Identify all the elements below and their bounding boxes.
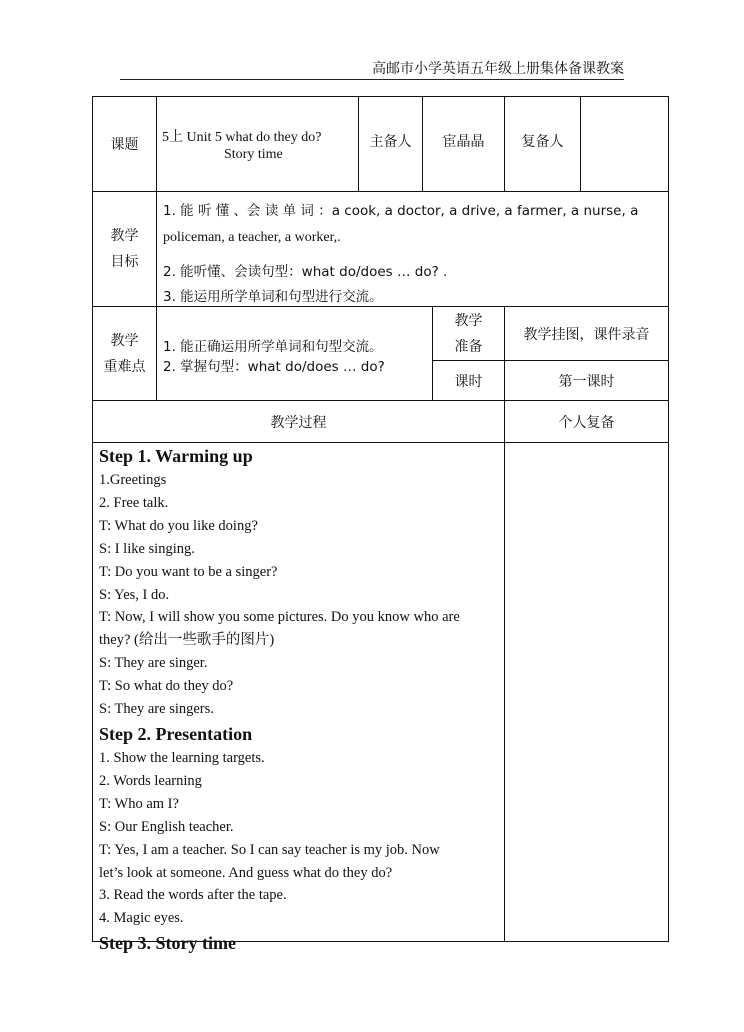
objectives-label bbox=[93, 192, 156, 306]
process-line: 2. Free talk. bbox=[99, 494, 169, 511]
process-line: 4. Magic eyes. bbox=[99, 910, 184, 927]
process-step-heading: Step 3. Story time bbox=[99, 933, 236, 954]
preparation-value bbox=[505, 307, 668, 360]
key-points-cell bbox=[157, 307, 432, 400]
table-border-right bbox=[668, 96, 669, 942]
preparation-label-line1: 教学 bbox=[454, 312, 483, 329]
key-points-label-line2: 重难点 bbox=[103, 358, 146, 375]
preparation-value-text: 教学挂图，课件录音 bbox=[523, 326, 650, 343]
process-heading bbox=[93, 401, 504, 442]
process-line: 1. Show the learning targets. bbox=[99, 749, 265, 766]
process-line: T: What do you like doing? bbox=[99, 517, 258, 534]
process-line: S: Our English teacher. bbox=[99, 818, 234, 835]
document-header-title: 高邮市小学英语五年级上册集体备课教案 bbox=[372, 61, 624, 77]
objective-3: 3. 能运用所学单词和句型进行交流。 bbox=[163, 289, 383, 305]
preparation-label-line2: 准备 bbox=[454, 338, 483, 355]
process-line: S: They are singer. bbox=[99, 655, 208, 672]
process-line: 1.Greetings bbox=[99, 472, 167, 488]
objectives-label-line1: 教学 bbox=[110, 228, 139, 244]
process-line: T: Yes, I am a teacher. So I can say teacher is my job. Now bbox=[99, 841, 440, 858]
topic-cell bbox=[157, 97, 358, 191]
objective-1b: policeman, a teacher, a worker,. bbox=[163, 230, 341, 245]
period-label-text: 课时 bbox=[454, 373, 483, 390]
topic-line-2: Story time bbox=[224, 147, 283, 162]
topic-label bbox=[93, 97, 156, 191]
objective-1a: 1. 能 听 懂 、会 读 单 词 ：a cook, a doctor, a drive, a farmer, a nurse, a bbox=[163, 203, 639, 219]
process-line: T: Now, I will show you some pictures. Do you know who are bbox=[99, 609, 460, 626]
preparer-label bbox=[359, 97, 422, 191]
objective-2: 2. 能听懂、会读句型：what do/does … do? . bbox=[163, 264, 448, 280]
process-line: T: Who am I? bbox=[99, 795, 179, 812]
personal-review-heading-text: 个人复备 bbox=[558, 414, 615, 431]
process-step-heading: Step 1. Warming up bbox=[99, 446, 253, 466]
key-point-2: 2. 掌握句型：what do/does … do? bbox=[163, 359, 385, 375]
period-value bbox=[505, 361, 668, 400]
process-line: let’s look at someone. And guess what do they do? bbox=[99, 864, 393, 881]
table-col-personal bbox=[504, 400, 505, 942]
preparation-label bbox=[433, 307, 504, 360]
personal-review-heading bbox=[505, 401, 668, 442]
preparer-name bbox=[423, 97, 504, 191]
period-label bbox=[433, 361, 504, 400]
objectives-label-line2: 目标 bbox=[110, 254, 139, 270]
header-divider bbox=[120, 79, 624, 80]
teaching-process-content bbox=[99, 443, 499, 956]
period-value-text: 第一课时 bbox=[558, 373, 615, 390]
reviewer-label bbox=[505, 97, 580, 191]
process-line: S: They are singers. bbox=[99, 701, 214, 718]
preparer-label-text: 主备人 bbox=[369, 134, 412, 150]
reviewer-label-text: 复备人 bbox=[521, 134, 564, 150]
key-point-1: 1. 能正确运用所学单词和句型交流。 bbox=[163, 339, 383, 355]
process-line: 2. Words learning bbox=[99, 772, 202, 789]
topic-line-1: 5上 Unit 5 what do they do? bbox=[162, 130, 322, 145]
process-step-heading: Step 2. Presentation bbox=[99, 723, 253, 744]
objectives-cell bbox=[157, 192, 668, 306]
process-line: 3. Read the words after the tape. bbox=[99, 887, 287, 904]
process-line: S: I like singing. bbox=[99, 540, 195, 557]
reviewer-name bbox=[581, 97, 668, 191]
process-line: they? (给出一些歌手的图片) bbox=[99, 632, 275, 649]
process-line: T: Do you want to be a singer? bbox=[99, 563, 278, 580]
process-line: S: Yes, I do. bbox=[99, 586, 170, 603]
preparer-name-text: 宦晶晶 bbox=[442, 134, 485, 150]
process-line: T: So what do they do? bbox=[99, 678, 234, 695]
key-points-label-line1: 教学 bbox=[110, 332, 139, 349]
process-heading-text: 教学过程 bbox=[270, 414, 327, 431]
topic-label-text: 课题 bbox=[110, 137, 139, 153]
key-points-label bbox=[93, 307, 156, 400]
